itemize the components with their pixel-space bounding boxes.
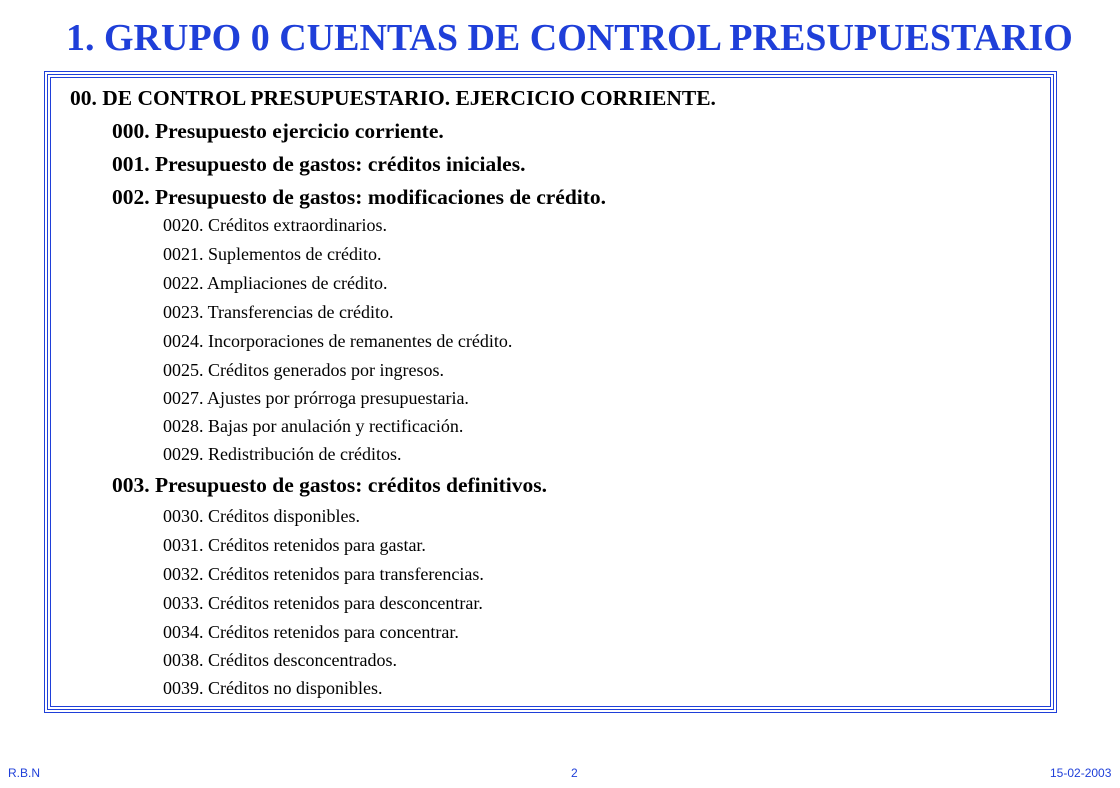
account-item: 001. Presupuesto de gastos: créditos iniciales.	[112, 152, 526, 176]
sub-account-item: 0025. Créditos generados por ingresos.	[163, 360, 444, 380]
footer-author: R.B.N	[8, 766, 41, 780]
footer-page-number: 2	[571, 766, 578, 780]
sub-account-item: 0020. Créditos extraordinarios.	[163, 215, 387, 235]
account-item: 003. Presupuesto de gastos: créditos definitivos.	[112, 473, 547, 497]
sub-account-item: 0021. Suplementos de crédito.	[163, 244, 382, 264]
sub-account-item: 0038. Créditos desconcentrados.	[163, 650, 397, 670]
content-frame	[44, 71, 1057, 713]
sub-account-item: 0023. Transferencias de crédito.	[163, 302, 394, 322]
sub-account-item: 0029. Redistribución de créditos.	[163, 444, 402, 464]
sub-account-item: 0033. Créditos retenidos para desconcentrar.	[163, 593, 483, 613]
slide-title: 1. GRUPO 0 CUENTAS DE CONTROL PRESUPUESTARIO	[66, 17, 1073, 59]
sub-account-item: 0022. Ampliaciones de crédito.	[163, 273, 388, 293]
account-item: 000. Presupuesto ejercicio corriente.	[112, 119, 444, 143]
sub-account-item: 0027. Ajustes por prórroga presupuestaria.	[163, 388, 469, 408]
footer-date: 15-02-2003	[1050, 766, 1112, 780]
sub-account-item: 0030. Créditos disponibles.	[163, 506, 360, 526]
account-item: 002. Presupuesto de gastos: modificaciones de crédito.	[112, 185, 607, 209]
sub-account-item: 0039. Créditos no disponibles.	[163, 678, 383, 698]
sub-account-item: 0034. Créditos retenidos para concentrar.	[163, 622, 459, 642]
account-group-heading: 00. DE CONTROL PRESUPUESTARIO. EJERCICIO CORRIENTE.	[70, 86, 716, 110]
sub-account-item: 0028. Bajas por anulación y rectificación.	[163, 416, 464, 436]
sub-account-item: 0024. Incorporaciones de remanentes de crédito.	[163, 331, 513, 351]
sub-account-item: 0031. Créditos retenidos para gastar.	[163, 535, 426, 555]
sub-account-item: 0032. Créditos retenidos para transferencias.	[163, 564, 484, 584]
